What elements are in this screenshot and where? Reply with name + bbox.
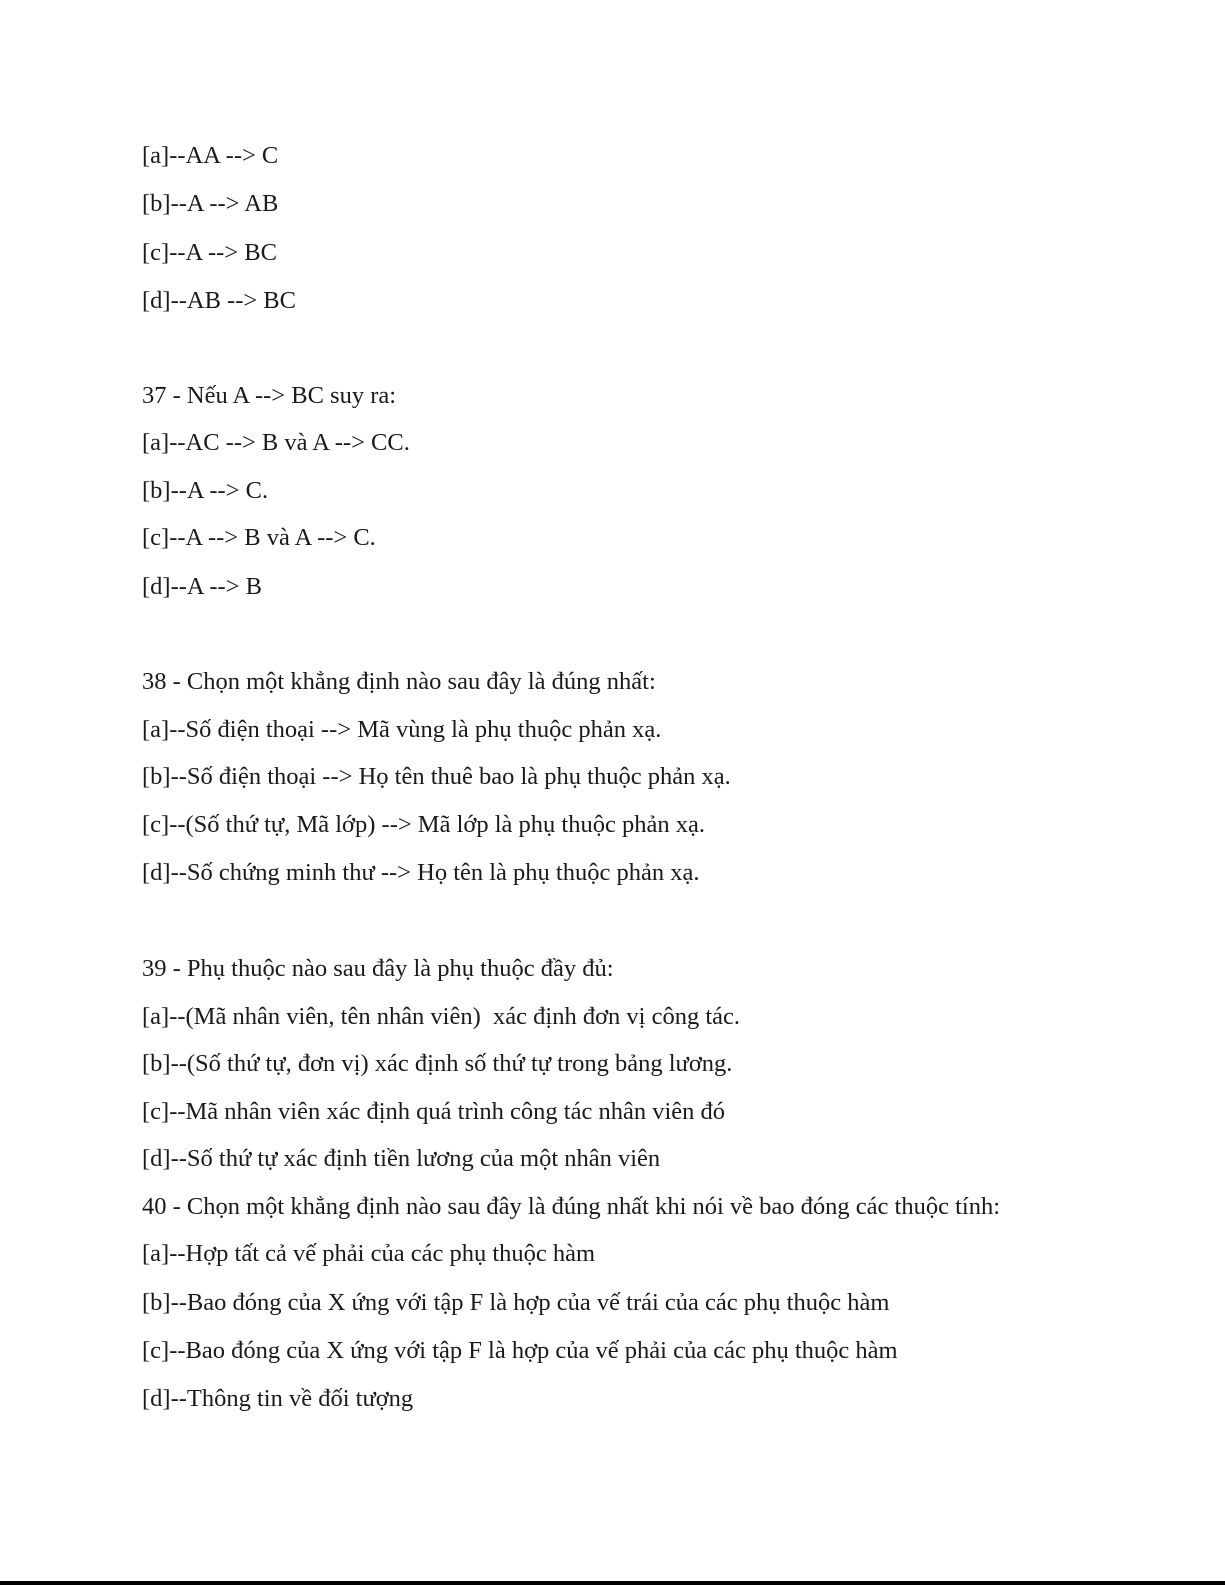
q38-option-b-text: [b]--Số điện thoại --> Họ tên thuê bao là phụ thuộc phản xạ. [142,763,731,790]
q37-option-b-text: [b]--A --> C. [142,477,269,504]
question-40-text: 40 - Chọn một khẳng định nào sau đây là đúng nhất khi nói về bao đóng các thuộc tính: [142,1193,1001,1220]
q39-option-c-text: [c]--Mã nhân viên xác định quá trình công tác nhân viên đó [142,1098,726,1125]
option-b-text: [b]--A --> AB [142,190,279,217]
q37-option-c-text: [c]--A --> B và A --> C. [142,524,376,551]
q40-option-b-text: [b]--Bao đóng của X ứng với tập F là hợp của vế trái của các phụ thuộc hàm [142,1289,890,1316]
option-d-text: [d]--AB --> BC [142,287,296,314]
q39-option-b-text: [b]--(Số thứ tự, đơn vị) xác định số thứ tự trong bảng lương. [142,1050,733,1077]
q38-option-a-text: [a]--Số điện thoại --> Mã vùng là phụ thuộc phản xạ. [142,716,662,743]
q37-option-d-text: [d]--A --> B [142,573,262,600]
q40-option-c-text: [c]--Bao đóng của X ứng với tập F là hợp của vế phải của các phụ thuộc hàm [142,1337,898,1364]
q38-option-c-text: [c]--(Số thứ tự, Mã lớp) --> Mã lớp là phụ thuộc phản xạ. [142,811,705,838]
q39-option-d-text: [d]--Số thứ tự xác định tiền lương của một nhân viên [142,1145,661,1172]
q37-option-a-text: [a]--AC --> B và A --> CC. [142,429,410,456]
question-39-text: 39 - Phụ thuộc nào sau đây là phụ thuộc đầy đủ: [142,955,614,982]
page-bottom-border [0,1581,1225,1585]
option-a-text: [a]--AA --> C [142,142,279,169]
question-37-text: 37 - Nếu A --> BC suy ra: [142,382,397,409]
q39-option-a-text: [a]--(Mã nhân viên, tên nhân viên) xác định đơn vị công tác. [142,1003,741,1030]
q38-option-d-text: [d]--Số chứng minh thư --> Họ tên là phụ thuộc phản xạ. [142,859,700,886]
q40-option-d-text: [d]--Thông tin về đối tượng [142,1385,414,1412]
option-c-text: [c]--A --> BC [142,239,277,266]
question-38-text: 38 - Chọn một khẳng định nào sau đây là đúng nhất: [142,668,656,695]
q40-option-a-text: [a]--Hợp tất cả vế phải của các phụ thuộc hàm [142,1240,596,1267]
